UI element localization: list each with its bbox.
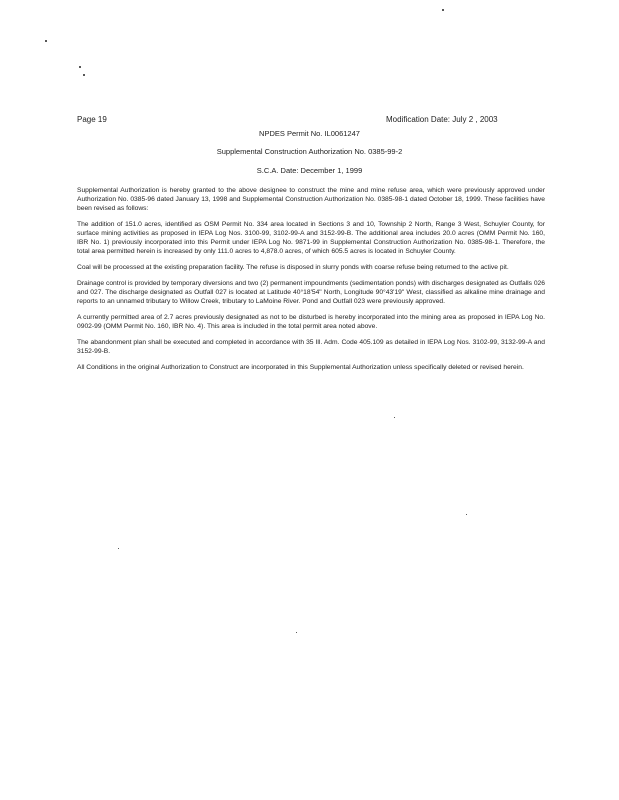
paragraph: Supplemental Authorization is hereby granted to the above designee to construct the mine and mine refuse area, which were previously approved under Authorization No. 0385-96 dated January 13, 1998 and Supplemental Construction Authorization No. 0385-98-1 dated October 18, 1999. These facilities have been revised as follows: <box>77 187 545 212</box>
authorization-number: Supplemental Construction Authorization No. 0385-99-2 <box>216 147 403 156</box>
paragraph: A currently permitted area of 2.7 acres previously designated as not to be disturbed is hereby incorporated into the mining area as proposed in IEPA Log No. 0902-99 (OMM Permit No. 160, IBR No. 4). This area is included in the total permit area noted above. <box>77 314 545 330</box>
paragraph: Coal will be processed at the existing preparation facility. The refuse is disposed in slurry ponds with coarse refuse being returned to the active pit. <box>77 264 509 271</box>
paragraph: All Conditions in the original Authorization to Construct are incorporated in this Supplemental Authorization unless specifically deleted or revised herein. <box>77 364 524 371</box>
scan-speck <box>79 66 81 68</box>
paragraph: The addition of 151.0 acres, identified as OSM Permit No. 334 area located in Sections 3 and 10, Township 2 North, Range 3 West, Schuyler County, for surface mining activities as proposed in IEPA Log Nos. 3100-99, 3102-99-A and 3152-99-B. The additional area includes 20.0 acres (OMM Permit No. 160, IBR No. 1) previously incorporated into this Permit under IEPA Log No. 9871-99 in Supplemental Construction Authorization No. 0385-98-1. Therefore, the total area permitted herein is increased by only 111.0 acres to 4,878.0 acres, of which 605.5 acres is located in Schuyler County. <box>77 221 545 255</box>
scan-speck <box>466 514 467 515</box>
scan-speck <box>442 9 444 11</box>
sca-date: S.C.A. Date: December 1, 1999 <box>256 166 363 175</box>
scan-speck <box>394 417 395 418</box>
permit-number: NPDES Permit No. IL0061247 <box>259 129 360 138</box>
scan-speck <box>118 548 119 549</box>
document-body <box>77 186 545 379</box>
scan-speck <box>45 40 47 42</box>
scan-speck <box>83 74 85 76</box>
page-number: Page 19 <box>77 115 107 124</box>
paragraph: Drainage control is provided by temporary diversions and two (2) permanent impoundments (sedimentation ponds) with discharges designated as Outfalls 026 and 027. The discharge designated as Outfall 027 is located at Latitude 40°18'54" North, Longitude 90°43'19" West, classified as alkaline mine drainage and reports to an unnamed tributary to Willow Creek, tributary to LaMoine River. Pond and Outfall 023 were previously approved. <box>77 280 546 305</box>
paragraph: The abandonment plan shall be executed and completed in accordance with 35 Ill. Adm. Code 405.109 as detailed in IEPA Log Nos. 3102-99, 3132-99-A and 3152-99-B. <box>77 339 545 355</box>
modification-date: Modification Date: July 2 , 2003 <box>386 115 498 124</box>
scan-speck <box>296 632 297 633</box>
